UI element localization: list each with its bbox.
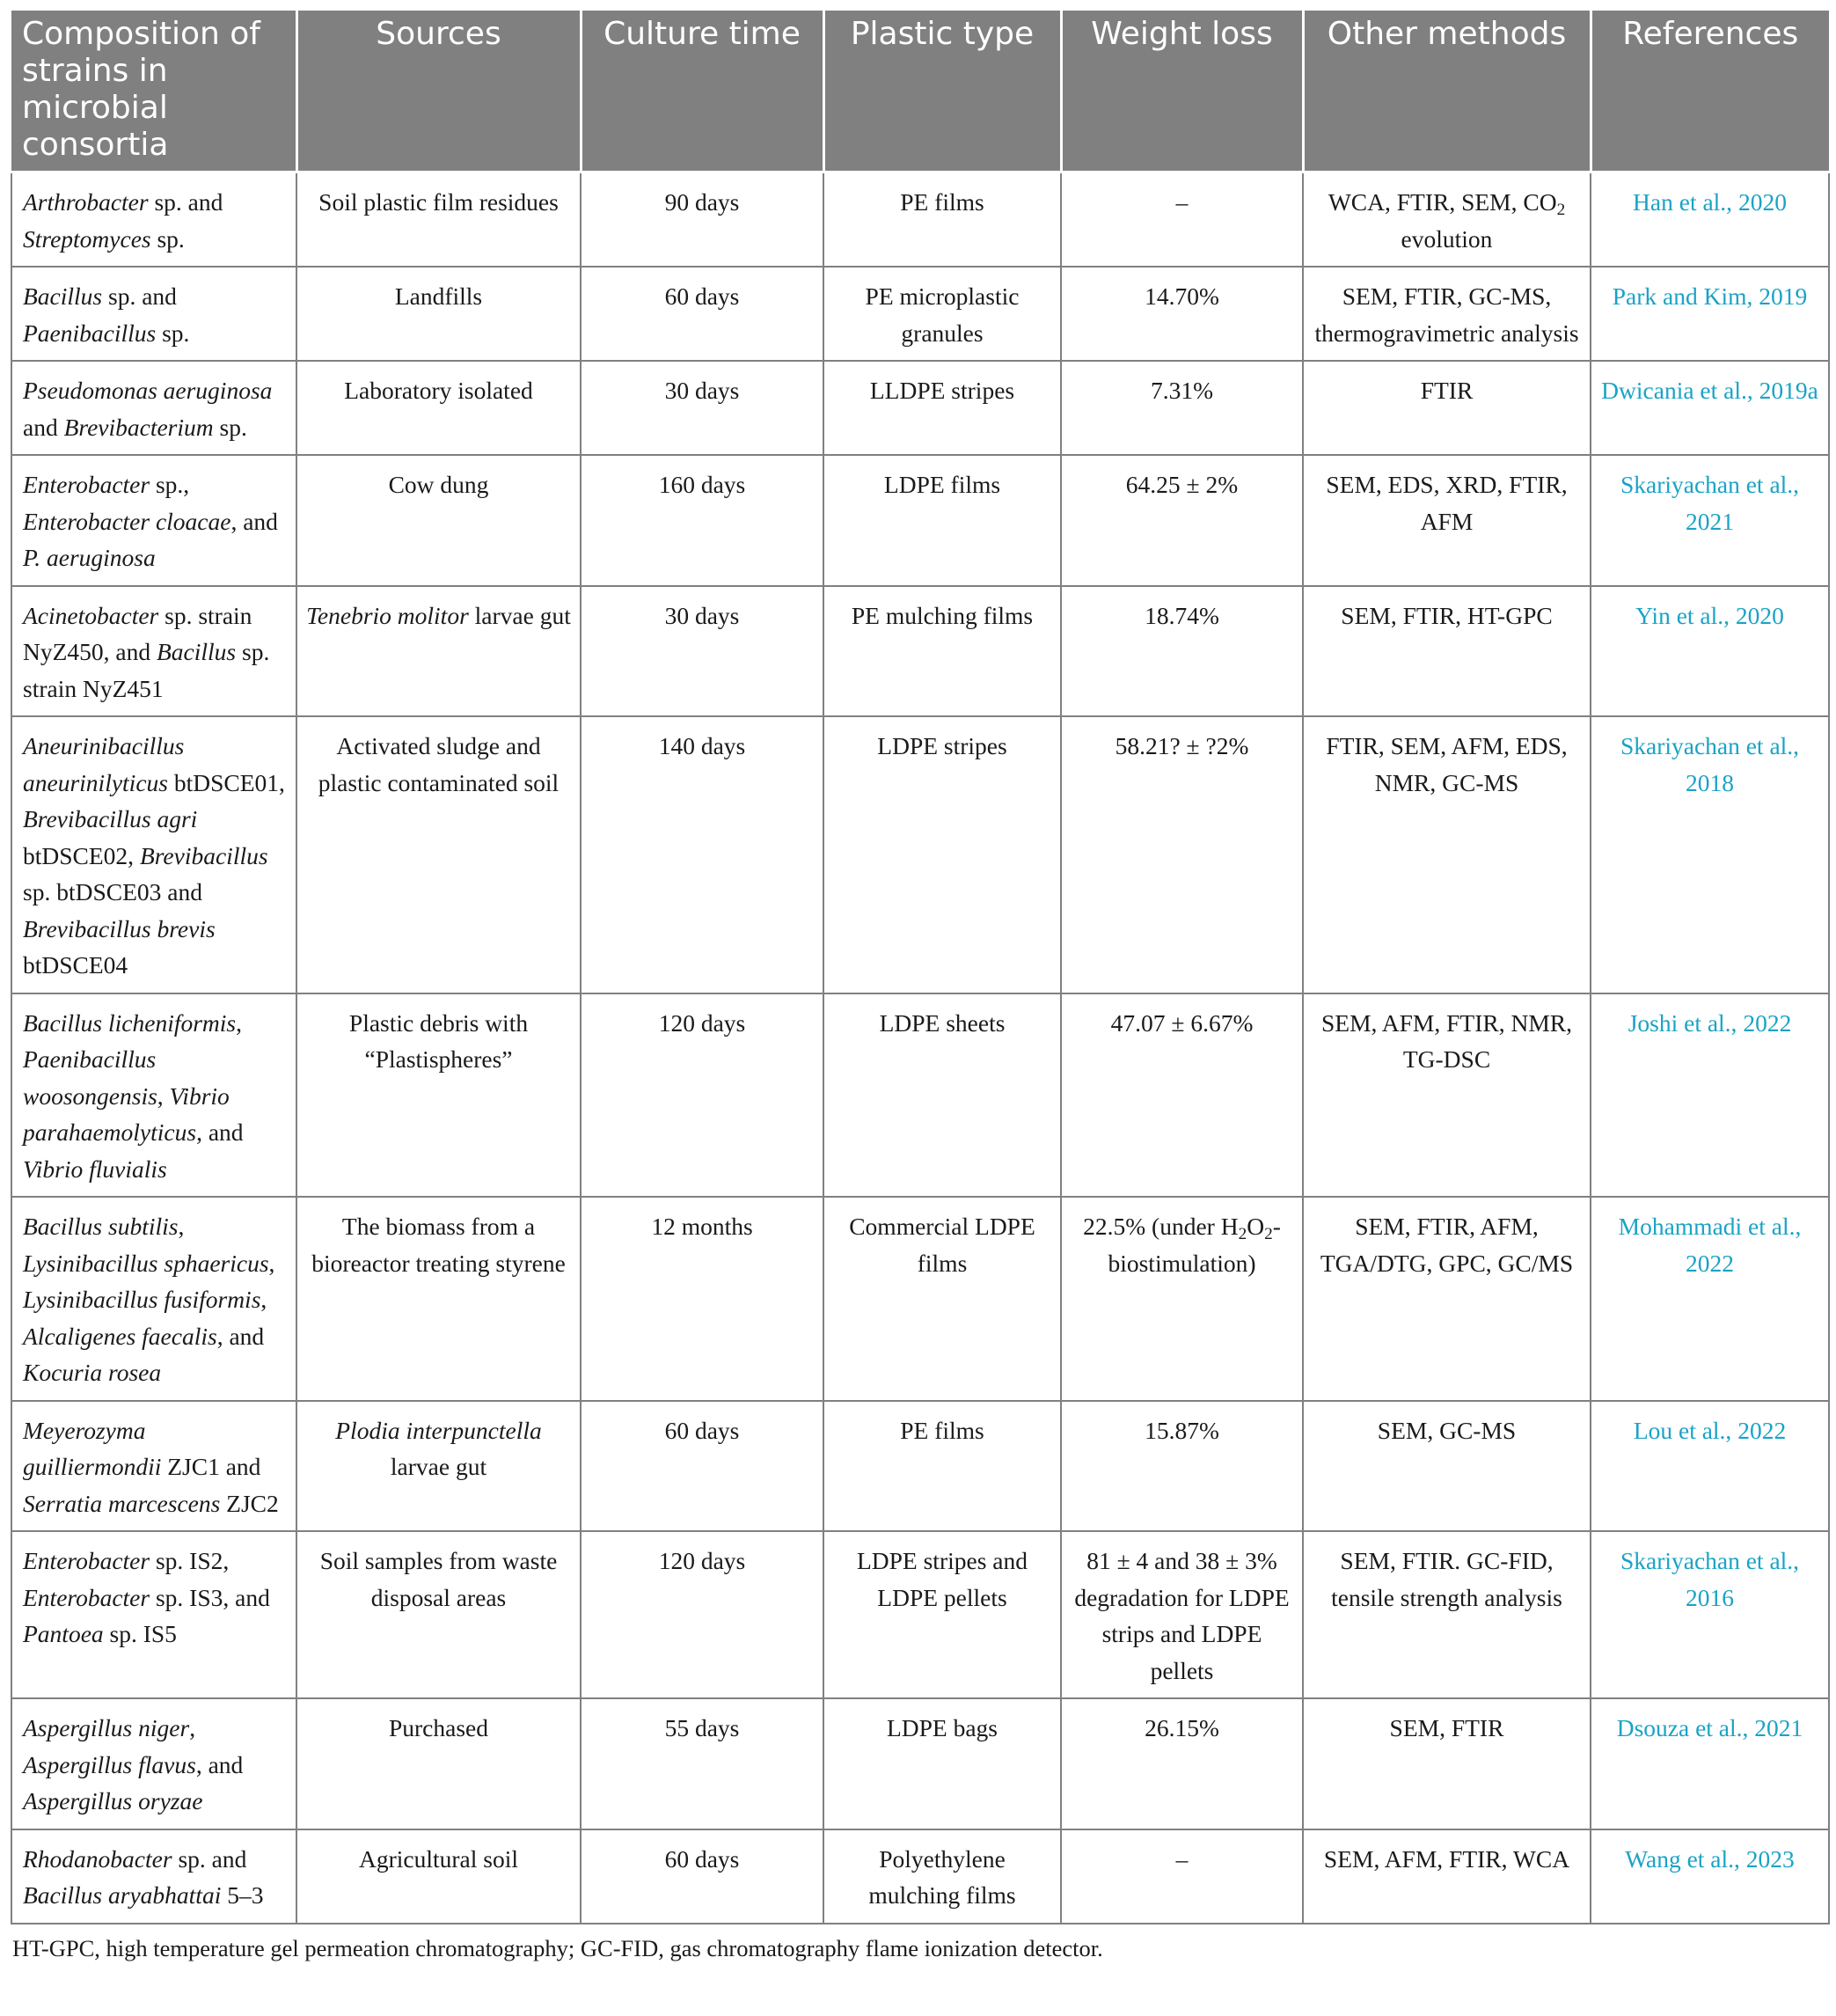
cell-culture-time: 60 days — [581, 1401, 823, 1532]
text-run: Bacillus licheniformis — [23, 1008, 237, 1037]
cell-reference — [1591, 1829, 1829, 1924]
cell-reference — [1591, 1197, 1829, 1401]
cell-composition — [11, 716, 296, 993]
cell-other-methods — [1303, 172, 1591, 268]
cell-other-methods — [1303, 1197, 1591, 1401]
cell-other-methods — [1303, 1698, 1591, 1829]
text-run: Brevibacillus — [139, 841, 268, 869]
reference-year-link[interactable]: 2021 — [1754, 1714, 1803, 1741]
cell-weight-loss — [1061, 267, 1303, 361]
reference-year-link[interactable]: 2023 — [1745, 1844, 1795, 1873]
text-run: WCA, FTIR, SEM, CO — [1328, 188, 1557, 216]
text-run: Agricultural soil — [358, 1844, 518, 1873]
reference-year-link[interactable]: 2019 — [1759, 282, 1808, 310]
cell-other-methods — [1303, 1829, 1591, 1924]
text-run: ZJC1 and — [161, 1453, 261, 1480]
table-row — [11, 361, 1829, 455]
reference-year-link[interactable]: 2020 — [1735, 601, 1784, 629]
text-run: , — [178, 1213, 185, 1240]
table-container — [11, 11, 1828, 1962]
cell-composition — [11, 172, 296, 268]
text-run: Streptomyces — [23, 224, 151, 253]
text-run: Vibrio parahaemolyticus — [23, 1081, 230, 1146]
text-run: Brevibacillus agri — [23, 805, 198, 832]
cell-composition — [11, 586, 296, 717]
cell-plastic-type: PE microplastic granules — [823, 267, 1061, 361]
reference-year-link[interactable]: 2020 — [1737, 188, 1787, 216]
text-run: – — [1175, 1844, 1189, 1873]
text-run: Paenibacillus — [23, 319, 157, 347]
text-run: Serratia marcescens — [23, 1489, 221, 1517]
text-run: Aspergillus oryzae — [23, 1787, 203, 1814]
text-run: , and — [195, 1750, 244, 1778]
text-run: 2 — [1264, 1225, 1273, 1243]
text-run: sp. and — [102, 282, 177, 310]
cell-plastic-type: LLDPE stripes — [823, 361, 1061, 455]
text-run: sp. btDSCE03 and — [23, 878, 202, 905]
text-run: Activated sludge and plastic contaminated soil — [318, 732, 560, 796]
cell-sources — [296, 267, 581, 361]
cell-other-methods — [1303, 1401, 1591, 1532]
text-run: sp. — [156, 319, 190, 347]
text-run: SEM, GC-MS — [1377, 1416, 1517, 1444]
cell-weight-loss — [1061, 1829, 1303, 1924]
cell-sources — [296, 716, 581, 993]
cell-sources — [296, 1829, 581, 1924]
cell-composition — [11, 993, 296, 1198]
cell-plastic-type: PE films — [823, 172, 1061, 268]
text-run: 81 ± 4 and 38 ± 3% degradation for LDPE strips and LDPE pellets — [1074, 1547, 1290, 1684]
text-run: sp. IS5 — [103, 1620, 177, 1647]
cell-other-methods — [1303, 586, 1591, 717]
table-footnote: HT-GPC, high temperature gel permeation chromatography; GC-FID, gas chromatography flame ionization detector. — [12, 1934, 1103, 1961]
text-run: FTIR, SEM, AFM, EDS, NMR, GC-MS — [1326, 732, 1568, 796]
cell-weight-loss — [1061, 1531, 1303, 1698]
text-run: SEM, FTIR, AFM, TGA/DTG, GPC, GC/MS — [1320, 1213, 1574, 1277]
text-run: Lysinibacillus fusiformis — [23, 1286, 261, 1313]
cell-plastic-type: Polyethylene mulching films — [823, 1829, 1061, 1924]
table-row — [11, 1531, 1829, 1698]
cell-composition — [11, 1829, 296, 1924]
text-run: 7.31% — [1150, 377, 1214, 404]
header-row — [11, 11, 1829, 172]
text-run: sp., — [150, 471, 190, 498]
table-row — [11, 716, 1829, 993]
text-run: Brevibacterium — [63, 413, 214, 441]
text-run: SEM, FTIR — [1389, 1714, 1504, 1741]
cell-culture-time: 55 days — [581, 1698, 823, 1829]
text-run: Enterobacter — [23, 471, 150, 498]
cell-other-methods — [1303, 993, 1591, 1198]
text-run: Aneurinibacillus aneurinilyticus — [23, 732, 185, 796]
cell-plastic-type: LDPE films — [823, 455, 1061, 586]
cell-composition — [11, 1401, 296, 1532]
cell-reference — [1591, 586, 1829, 717]
text-run: 14.70% — [1145, 282, 1219, 310]
cell-reference — [1591, 1531, 1829, 1698]
text-run: Lysinibacillus sphaericus — [23, 1249, 269, 1277]
text-run: Acinetobacter — [23, 601, 159, 629]
text-run: 58.21? ± ?2% — [1115, 732, 1249, 759]
reference-link[interactable]: Mohammadi et al., — [1618, 1213, 1802, 1240]
text-run: P. aeruginosa — [23, 544, 156, 571]
text-run: sp. — [150, 224, 185, 253]
cell-composition — [11, 1698, 296, 1829]
text-run: Paenibacillus woosongensis — [23, 1045, 157, 1110]
text-run: SEM, FTIR. GC-FID, tensile strength analysis — [1331, 1547, 1562, 1611]
text-run: 15.87% — [1145, 1416, 1219, 1444]
text-run: FTIR — [1420, 377, 1474, 404]
cell-culture-time: 60 days — [581, 1829, 823, 1924]
text-run: Vibrio fluvialis — [23, 1155, 167, 1183]
text-run: btDSCE04 — [23, 951, 128, 979]
reference-link[interactable]: Yin et al., — [1635, 601, 1736, 629]
text-run: Bacillus subtilis — [23, 1213, 179, 1240]
text-run: larvae gut — [468, 601, 571, 629]
text-run: and — [23, 413, 64, 441]
cell-other-methods — [1303, 1531, 1591, 1698]
text-run: , and — [230, 507, 278, 535]
text-run: ZJC2 — [220, 1489, 279, 1517]
reference-year-link[interactable]: 2018 — [1686, 768, 1734, 796]
table-row — [11, 172, 1829, 268]
header-sources: Sources — [296, 11, 581, 172]
text-run: Kocuria rosea — [23, 1359, 162, 1386]
text-run: 26.15% — [1145, 1714, 1219, 1741]
table-body — [11, 172, 1829, 1924]
text-run: The biomass from a bioreactor treating styrene — [311, 1213, 566, 1277]
text-run: Aspergillus flavus — [23, 1750, 196, 1778]
table-row — [11, 1401, 1829, 1532]
cell-composition — [11, 267, 296, 361]
cell-reference — [1591, 267, 1829, 361]
text-run: SEM, AFM, FTIR, WCA — [1323, 1844, 1570, 1873]
cell-sources — [296, 361, 581, 455]
text-run: Pseudomonas aeruginosa — [23, 377, 273, 404]
text-run: Alcaligenes faecalis — [23, 1322, 217, 1350]
text-run: Aspergillus niger — [23, 1714, 190, 1741]
cell-culture-time: 140 days — [581, 716, 823, 993]
text-run: Soil samples from waste disposal areas — [319, 1547, 558, 1611]
cell-culture-time: 120 days — [581, 1531, 823, 1698]
cell-culture-time: 160 days — [581, 455, 823, 586]
cell-reference — [1591, 1698, 1829, 1829]
text-run: O — [1247, 1213, 1265, 1240]
text-run: sp. strain NyZ450, and — [23, 601, 252, 665]
cell-culture-time: 120 days — [581, 993, 823, 1198]
cell-plastic-type: PE mulching films — [823, 586, 1061, 717]
text-run: , — [157, 1081, 170, 1110]
cell-weight-loss — [1061, 172, 1303, 268]
text-run: 2 — [1238, 1225, 1247, 1243]
cell-plastic-type: Commercial LDPE films — [823, 1197, 1061, 1401]
cell-other-methods — [1303, 455, 1591, 586]
cell-weight-loss — [1061, 1401, 1303, 1532]
cell-composition — [11, 1197, 296, 1401]
text-run: , — [268, 1249, 275, 1277]
cell-sources — [296, 1531, 581, 1698]
text-run: 22.5% (under H — [1083, 1213, 1239, 1240]
text-run: , — [236, 1008, 243, 1037]
reference-year-link[interactable]: 2021 — [1686, 507, 1734, 535]
text-run: sp. — [213, 413, 247, 441]
cell-culture-time: 30 days — [581, 586, 823, 717]
text-run: evolution — [1401, 224, 1493, 253]
table-row — [11, 1197, 1829, 1401]
text-run: Brevibacillus brevis — [23, 914, 216, 942]
text-run: SEM, EDS, XRD, FTIR, AFM — [1326, 471, 1568, 535]
reference-link[interactable]: Han et al., — [1633, 188, 1738, 216]
cell-sources — [296, 172, 581, 268]
table-row — [11, 1698, 1829, 1829]
cell-sources — [296, 455, 581, 586]
cell-weight-loss — [1061, 716, 1303, 993]
text-run: Cow dung — [388, 471, 489, 498]
reference-link[interactable]: Lou et al., — [1633, 1416, 1738, 1444]
text-run: Enterobacter — [23, 1583, 150, 1611]
text-run: Pantoea — [23, 1620, 104, 1647]
cell-weight-loss — [1061, 1197, 1303, 1401]
cell-weight-loss — [1061, 455, 1303, 586]
cell-reference — [1591, 1401, 1829, 1532]
cell-reference — [1591, 993, 1829, 1198]
text-run: Enterobacter — [23, 1547, 150, 1574]
cell-plastic-type: LDPE stripes and LDPE pellets — [823, 1531, 1061, 1698]
cell-reference — [1591, 716, 1829, 993]
table-row — [11, 455, 1829, 586]
text-run: SEM, FTIR, GC-MS, thermogravimetric analysis — [1314, 282, 1579, 347]
text-run: , — [189, 1714, 196, 1741]
text-run: sp. and — [172, 1844, 247, 1873]
text-run: – — [1175, 188, 1189, 216]
cell-composition — [11, 1531, 296, 1698]
header-weight-loss: Weight loss — [1061, 11, 1303, 172]
reference-link[interactable]: Wang et al., — [1625, 1844, 1746, 1873]
reference-link[interactable]: Skariyachan et al., — [1620, 732, 1800, 759]
consortia-table — [11, 11, 1830, 1924]
text-run: 18.74% — [1145, 601, 1219, 629]
text-run: sp. IS2, — [150, 1547, 230, 1574]
reference-link[interactable]: Park and Kim, — [1612, 282, 1759, 310]
cell-reference — [1591, 172, 1829, 268]
text-run: Purchased — [388, 1714, 489, 1741]
text-run: Plodia interpunctella — [335, 1416, 542, 1444]
table-row — [11, 586, 1829, 717]
cell-plastic-type: LDPE sheets — [823, 993, 1061, 1198]
cell-weight-loss — [1061, 1698, 1303, 1829]
reference-year-link[interactable]: 2022 — [1686, 1249, 1734, 1277]
header-culture-time: Culture time — [581, 11, 823, 172]
text-run: 2 — [1556, 201, 1566, 219]
cell-sources — [296, 1197, 581, 1401]
text-run: 5–3 — [221, 1881, 264, 1909]
text-run: Soil plastic film residues — [318, 188, 559, 216]
reference-year-link[interactable]: 2022 — [1743, 1008, 1792, 1037]
cell-culture-time: 12 months — [581, 1197, 823, 1401]
text-run: btDSCE01, — [167, 768, 285, 796]
text-run: Arthrobacter — [23, 188, 149, 216]
text-run: SEM, AFM, FTIR, NMR, TG-DSC — [1320, 1008, 1572, 1073]
cell-composition — [11, 361, 296, 455]
text-run: Bacillus aryabhattai — [23, 1881, 222, 1909]
cell-plastic-type: LDPE stripes — [823, 716, 1061, 993]
text-run: btDSCE02, — [23, 841, 140, 869]
cell-culture-time: 30 days — [581, 361, 823, 455]
text-run: Rhodanobacter — [23, 1844, 172, 1873]
text-run: Plastic debris with “Plastispheres” — [348, 1008, 529, 1073]
reference-year-link[interactable]: 2016 — [1686, 1583, 1734, 1611]
reference-link[interactable]: Dwicania et al., — [1601, 377, 1759, 404]
text-run: sp. and — [148, 188, 223, 216]
text-run: 47.07 ± 6.67% — [1110, 1008, 1254, 1037]
text-run: , — [260, 1286, 267, 1313]
header-other-methods: Other methods — [1303, 11, 1591, 172]
cell-plastic-type: LDPE bags — [823, 1698, 1061, 1829]
cell-reference — [1591, 361, 1829, 455]
cell-weight-loss — [1061, 993, 1303, 1198]
cell-culture-time: 90 days — [581, 172, 823, 268]
cell-other-methods — [1303, 716, 1591, 993]
text-run: SEM, FTIR, HT-GPC — [1341, 601, 1553, 629]
cell-sources — [296, 1401, 581, 1532]
text-run: Bacillus — [23, 282, 103, 310]
header-references: References — [1591, 11, 1829, 172]
text-run: Tenebrio molitor — [306, 601, 469, 629]
reference-year-link[interactable]: 2019a — [1759, 377, 1818, 404]
text-run: Laboratory isolated — [344, 377, 533, 404]
cell-plastic-type: PE films — [823, 1401, 1061, 1532]
text-run: sp. strain NyZ451 — [23, 638, 270, 702]
cell-other-methods — [1303, 267, 1591, 361]
cell-other-methods — [1303, 361, 1591, 455]
text-run: Meyerozyma guilliermondii — [23, 1416, 162, 1480]
reference-link[interactable]: Skariyachan et al., — [1620, 1547, 1800, 1574]
header-composition: Composition of strains in microbial consortia — [11, 11, 296, 172]
cell-reference — [1591, 455, 1829, 586]
reference-link[interactable]: Dsouza et al., — [1616, 1714, 1755, 1741]
reference-link[interactable]: Joshi et al., — [1628, 1008, 1744, 1037]
text-run: 64.25 ± 2% — [1125, 471, 1239, 498]
cell-composition — [11, 455, 296, 586]
cell-sources — [296, 1698, 581, 1829]
cell-weight-loss — [1061, 361, 1303, 455]
text-run: sp. IS3, and — [150, 1583, 270, 1611]
text-run: , and — [196, 1118, 244, 1146]
cell-weight-loss — [1061, 586, 1303, 717]
reference-link[interactable]: Skariyachan et al., — [1620, 471, 1800, 498]
text-run: , and — [216, 1322, 265, 1350]
table-row — [11, 1829, 1829, 1924]
reference-year-link[interactable]: 2022 — [1737, 1416, 1787, 1444]
header-plastic-type: Plastic type — [823, 11, 1061, 172]
cell-sources — [296, 993, 581, 1198]
text-run: Enterobacter cloacae — [23, 507, 231, 535]
cell-culture-time: 60 days — [581, 267, 823, 361]
text-run: larvae gut — [390, 1453, 487, 1480]
table-row — [11, 267, 1829, 361]
text-run: Landfills — [394, 282, 483, 310]
cell-sources — [296, 586, 581, 717]
text-run: -biostimulation) — [1108, 1213, 1281, 1277]
table-row — [11, 993, 1829, 1198]
text-run: Bacillus — [157, 638, 237, 665]
